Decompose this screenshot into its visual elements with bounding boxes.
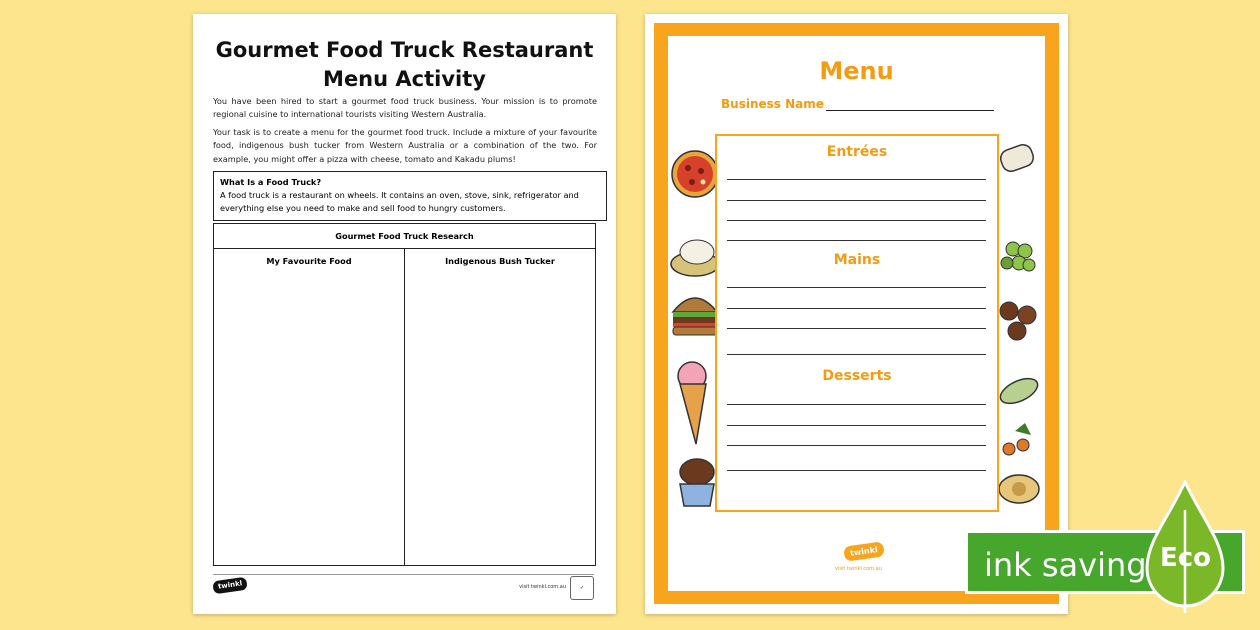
menu-page bbox=[645, 14, 1068, 614]
title-line-2: Menu Activity bbox=[323, 67, 486, 91]
intro-paragraph: You have been hired to start a gourmet food truck business. Your mission is to promote regional cuisine to international tourists visiting Western Australia. bbox=[213, 96, 597, 120]
writing-line bbox=[727, 200, 986, 201]
writing-line bbox=[727, 220, 986, 221]
info-box bbox=[213, 171, 607, 221]
writing-line bbox=[727, 404, 986, 405]
favourite-food-column bbox=[214, 249, 405, 565]
twinkl-logo: twinkl bbox=[843, 541, 884, 561]
writing-line bbox=[727, 470, 986, 471]
footer-divider bbox=[213, 574, 594, 575]
title-line-1: Gourmet Food Truck Restaurant bbox=[215, 38, 594, 62]
footer-url: visit twinkl.com.au bbox=[519, 584, 566, 590]
research-table bbox=[213, 223, 596, 566]
curriculum-badge-icon: ✓ bbox=[570, 576, 594, 600]
business-name-label: Business Name bbox=[721, 97, 824, 111]
food-illustrations-right-icon bbox=[995, 139, 1043, 519]
task-paragraph: Your task is to create a menu for the gourmet food truck. Include a mixture of your favourite food, indigenous bush tucker from Western Australia or a combination of the two. For example, you might offer a pizza with cheese, tomato and Kakadu plums! bbox=[213, 127, 597, 164]
worksheet-page bbox=[193, 14, 616, 614]
info-box-text: A food truck is a restaurant on wheels. It contains an oven, stove, sink, refrigerator and everything else you need to make and sell food to hungry customers. bbox=[220, 190, 579, 213]
research-table-title: Gourmet Food Truck Research bbox=[214, 224, 595, 249]
writing-line bbox=[727, 287, 986, 288]
bush-tucker-header: Indigenous Bush Tucker bbox=[445, 256, 555, 266]
worksheet-title bbox=[193, 36, 616, 94]
writing-line bbox=[727, 179, 986, 180]
eco-label: Eco bbox=[1160, 543, 1212, 573]
mains-heading: Mains bbox=[833, 252, 881, 268]
twinkl-logo: twinkl bbox=[212, 577, 248, 595]
writing-line bbox=[727, 445, 986, 446]
writing-line bbox=[727, 240, 986, 241]
ink-saving-text: ink saving bbox=[984, 546, 1147, 584]
writing-line bbox=[727, 308, 986, 309]
desserts-heading: Desserts bbox=[822, 368, 892, 384]
writing-line bbox=[727, 354, 986, 355]
business-name-line bbox=[826, 110, 994, 111]
info-box-title: What Is a Food Truck? bbox=[220, 177, 322, 187]
favourite-food-header: My Favourite Food bbox=[266, 256, 352, 266]
menu-title: Menu bbox=[819, 57, 894, 85]
writing-line bbox=[727, 328, 986, 329]
writing-line bbox=[727, 425, 986, 426]
food-illustrations-left-icon bbox=[670, 144, 720, 514]
menu-box bbox=[715, 134, 999, 512]
bush-tucker-column bbox=[405, 249, 595, 565]
entrees-heading: Entrées bbox=[826, 144, 888, 160]
footer-url: visit twinkl.com.au bbox=[835, 566, 882, 572]
